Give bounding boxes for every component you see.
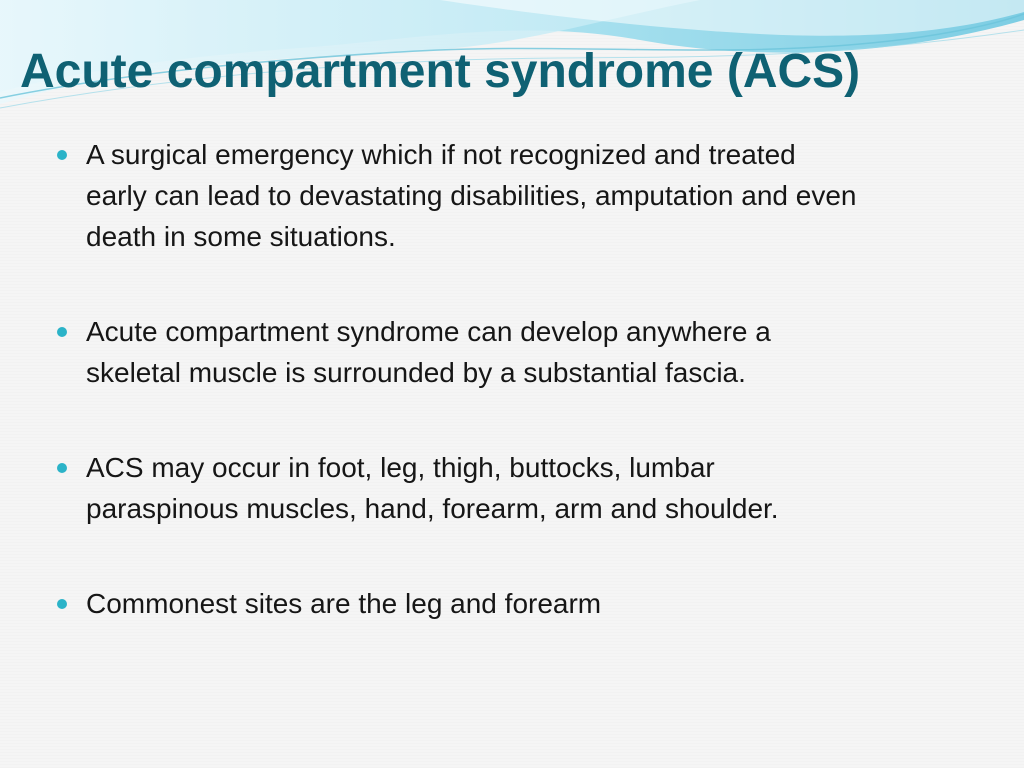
slide-title: Acute compartment syndrome (ACS): [20, 45, 861, 98]
bullet-item: [57, 311, 957, 393]
bullet-item: [57, 134, 957, 257]
bullet-dot-icon: [57, 327, 67, 337]
bullet-dot-icon: [57, 599, 67, 609]
bullet-text: Commonest sites are the leg and forearm: [86, 588, 602, 619]
bullet-item: [57, 447, 957, 529]
bullet-text: A surgical emergency which if not recognized and treated early can lead to devastating disabilities, amputation and even death in some situations.: [86, 139, 857, 252]
bullet-text: ACS may occur in foot, leg, thigh, buttocks, lumbar paraspinous muscles, hand, forearm, arm and shoulder.: [86, 452, 779, 524]
bullet-dot-icon: [57, 150, 67, 160]
bullet-text: Acute compartment syndrome can develop anywhere a skeletal muscle is surrounded by a substantial fascia.: [86, 316, 771, 388]
bullet-dot-icon: [57, 463, 67, 473]
bullet-item: [57, 583, 957, 624]
bullet-list: [57, 134, 957, 624]
